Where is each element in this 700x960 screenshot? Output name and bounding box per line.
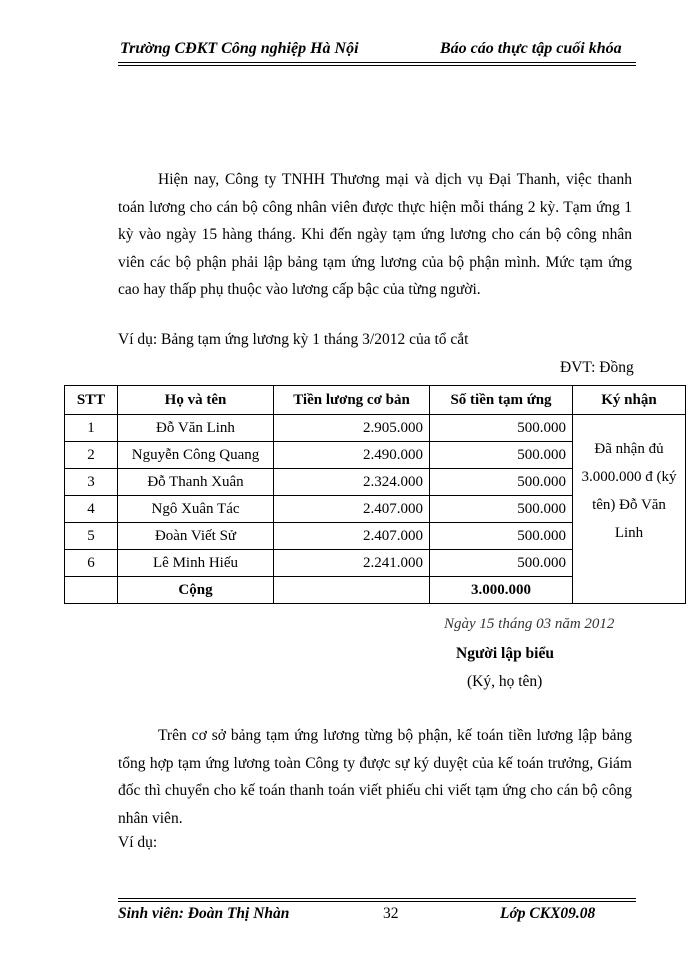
cell-stt: 6 bbox=[65, 550, 118, 577]
col-header-stt: STT bbox=[65, 386, 118, 415]
cell-stt: 5 bbox=[65, 523, 118, 550]
example-caption: Ví dụ: Bảng tạm ứng lương kỳ 1 tháng 3/2012 của tổ cắt bbox=[118, 331, 469, 348]
footer-student: Sinh viên: Đoàn Thị Nhàn bbox=[118, 905, 290, 922]
table-row bbox=[65, 415, 686, 442]
cell-base-salary: 2.324.000 bbox=[274, 469, 430, 496]
signature-title: Người lập biểu bbox=[456, 645, 554, 662]
header-report-title: Báo cáo thực tập cuối khóa bbox=[440, 40, 622, 57]
signature-note: (Ký, họ tên) bbox=[467, 673, 543, 690]
cell-base-salary: 2.407.000 bbox=[274, 496, 430, 523]
col-header-signature: Ký nhận bbox=[573, 386, 686, 415]
cell-advance: 500.000 bbox=[430, 496, 573, 523]
cell-stt: 2 bbox=[65, 442, 118, 469]
cell-stt: 1 bbox=[65, 415, 118, 442]
header-school: Trường CĐKT Công nghiệp Hà Nội bbox=[120, 40, 359, 57]
cell-advance: 500.000 bbox=[430, 415, 573, 442]
col-header-base-salary: Tiền lương cơ bản bbox=[274, 386, 430, 415]
cell-base-salary: 2.407.000 bbox=[274, 523, 430, 550]
example-label: Ví dụ: bbox=[118, 834, 158, 851]
cell-name: Đỗ Thanh Xuân bbox=[118, 469, 274, 496]
cell-advance: 500.000 bbox=[430, 442, 573, 469]
cell-signature-note: Đã nhận đủ 3.000.000 đ (ký tên) Đỗ Văn Linh bbox=[573, 415, 686, 604]
cell-name: Lê Minh Hiếu bbox=[118, 550, 274, 577]
footer-page-number: 32 bbox=[383, 905, 399, 922]
footer-class: Lớp CKX09.08 bbox=[500, 905, 596, 922]
unit-label: ĐVT: Đồng bbox=[560, 359, 634, 376]
header-divider bbox=[118, 62, 636, 66]
cell-total-label: Cộng bbox=[118, 577, 274, 604]
cell-name: Ngô Xuân Tác bbox=[118, 496, 274, 523]
salary-advance-table bbox=[64, 385, 686, 604]
table-header-row bbox=[65, 386, 686, 415]
cell-advance: 500.000 bbox=[430, 469, 573, 496]
cell-stt: 4 bbox=[65, 496, 118, 523]
cell-base-salary: 2.905.000 bbox=[274, 415, 430, 442]
cell-base-salary: 2.490.000 bbox=[274, 442, 430, 469]
col-header-advance: Số tiền tạm ứng bbox=[430, 386, 573, 415]
signature-date: Ngày 15 tháng 03 năm 2012 bbox=[444, 616, 615, 632]
col-header-name: Họ và tên bbox=[118, 386, 274, 415]
cell-total-advance: 3.000.000 bbox=[430, 577, 573, 604]
cell-name: Đỗ Văn Linh bbox=[118, 415, 274, 442]
footer-divider bbox=[118, 898, 636, 902]
cell-stt: 3 bbox=[65, 469, 118, 496]
paragraph-intro: Hiện nay, Công ty TNHH Thương mại và dịch vụ Đại Thanh, việc thanh toán lương cho cán bộ công nhân viên được thực hiện mỗi tháng 2 kỳ. Tạm ứng 1 kỳ vào ngày 15 hàng tháng. Khi đến ngày tạm ứng lương cho cán bộ công nhân viên các bộ phận phải lập bảng tạm ứng lương của bộ phận mình. Mức tạm ứng cao hay thấp phụ thuộc vào lương cấp bậc của từng người. bbox=[118, 171, 632, 298]
cell-name: Đoàn Viết Sử bbox=[118, 523, 274, 550]
cell-advance: 500.000 bbox=[430, 523, 573, 550]
paragraph-summary: Trên cơ sở bảng tạm ứng lương từng bộ phận, kế toán tiền lương lập bảng tổng hợp tạm ứng lương toàn Công ty được sự ký duyệt của kế toán trưởng, Giám đốc thì chuyển cho kế toán thanh toán viết phiếu chi viết tạm ứng cho cán bộ công nhân viên. bbox=[118, 727, 632, 827]
cell-stt-empty bbox=[65, 577, 118, 604]
cell-name: Nguyễn Công Quang bbox=[118, 442, 274, 469]
cell-advance: 500.000 bbox=[430, 550, 573, 577]
cell-base-salary: 2.241.000 bbox=[274, 550, 430, 577]
cell-total-base-empty bbox=[274, 577, 430, 604]
